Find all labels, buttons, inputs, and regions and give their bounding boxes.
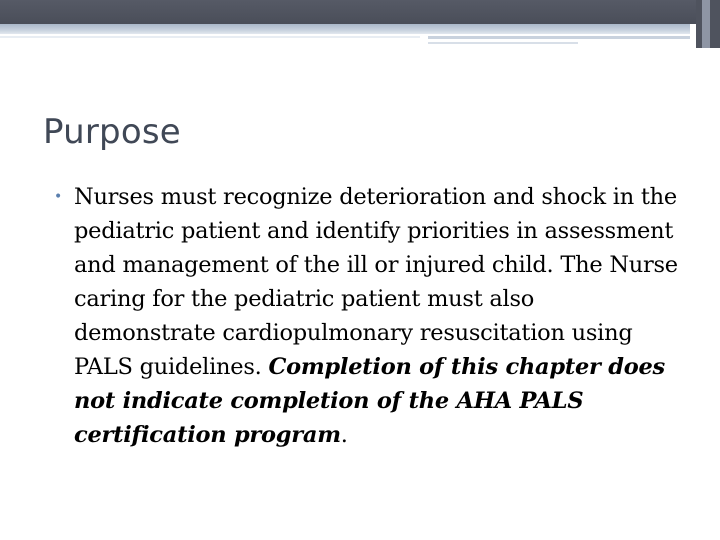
header-stripe-short	[428, 42, 578, 44]
bullet-trailing-period: .	[340, 422, 348, 448]
bullet-text	[74, 180, 679, 452]
header-corner-accent	[702, 0, 710, 48]
header-stripe	[0, 24, 690, 34]
bullet-body-text: Nurses must recognize deterioration and shock in the pediatric patient and identify priorities in assessment and management of the ill or injured child. The Nurse caring for the pediatric patient must also demonstrate cardiopulmonary resuscitation using PALS guidelines.	[74, 184, 678, 380]
bullet-emphasis-text: Completion of this chapter does not indicate completion of the AHA PALS certification program	[74, 354, 665, 448]
header-stripe-thin-left	[0, 36, 420, 38]
bullet-list-item	[54, 180, 694, 452]
slide-title: Purpose	[43, 112, 181, 152]
header-stripe-thin-right	[428, 36, 690, 39]
header-bar	[0, 0, 720, 24]
bullet-marker: •	[54, 189, 63, 205]
